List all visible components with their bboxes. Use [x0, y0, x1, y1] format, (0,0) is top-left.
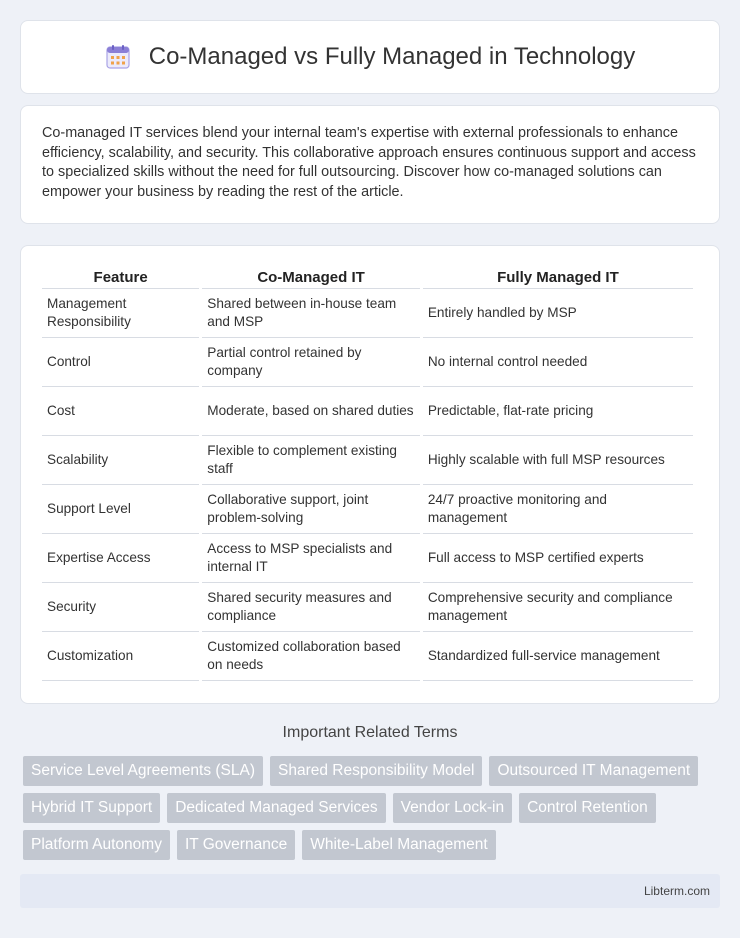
table-row — [42, 583, 693, 632]
related-term-tag[interactable]: Vendor Lock-in — [393, 793, 512, 823]
table-cell-co-managed: Customized collaboration based on needs — [202, 632, 420, 681]
table-cell-co-managed: Shared between in-house team and MSP — [202, 289, 420, 338]
table-cell-co-managed: Access to MSP specialists and internal IT — [202, 534, 420, 583]
table-row — [42, 338, 693, 387]
table-header-row — [42, 266, 693, 289]
table-cell-fully-managed: No internal control needed — [423, 338, 693, 387]
related-terms-list — [23, 756, 723, 860]
table-cell-fully-managed: Standardized full-service management — [423, 632, 693, 681]
table-cell-fully-managed: 24/7 proactive monitoring and management — [423, 485, 693, 534]
table-row — [42, 632, 693, 681]
related-term-tag[interactable]: Control Retention — [519, 793, 656, 823]
column-header-feature: Feature — [42, 266, 199, 289]
title-card — [20, 20, 720, 94]
comparison-table — [39, 266, 696, 681]
intro-paragraph: Co-managed IT services blend your internal team's expertise with external professionals to enhance efficiency, scalability, and security. This collaborative approach ensures continuous support and access to specialized skills without the need for full outsourcing. Discover how co-managed solutions can empower your business by reading the rest of the article. — [42, 125, 696, 200]
related-term-tag[interactable]: Dedicated Managed Services — [167, 793, 385, 823]
table-cell-co-managed: Partial control retained by company — [202, 338, 420, 387]
table-cell-co-managed: Moderate, based on shared duties — [202, 387, 420, 436]
table-cell-co-managed: Collaborative support, joint problem-solving — [202, 485, 420, 534]
table-cell-feature: Control — [42, 338, 199, 387]
related-term-tag[interactable]: Hybrid IT Support — [23, 793, 160, 823]
table-row — [42, 534, 693, 583]
table-row — [42, 289, 693, 338]
table-cell-feature: Customization — [42, 632, 199, 681]
table-cell-fully-managed: Predictable, flat-rate pricing — [423, 387, 693, 436]
comparison-table-card — [20, 245, 720, 704]
table-row — [42, 387, 693, 436]
related-term-tag[interactable]: Shared Responsibility Model — [270, 756, 482, 786]
related-term-tag[interactable]: White-Label Management — [302, 830, 496, 860]
footer-site-name[interactable]: Libterm.com — [643, 884, 710, 898]
table-cell-feature: Scalability — [42, 436, 199, 485]
table-cell-fully-managed: Entirely handled by MSP — [423, 289, 693, 338]
table-cell-fully-managed: Comprehensive security and compliance management — [423, 583, 693, 632]
related-term-tag[interactable]: IT Governance — [177, 830, 295, 860]
table-cell-fully-managed: Highly scalable with full MSP resources — [423, 436, 693, 485]
related-terms-heading: Important Related Terms — [282, 724, 458, 741]
related-term-tag[interactable]: Platform Autonomy — [23, 830, 170, 860]
column-header-co-managed: Co-Managed IT — [202, 266, 420, 289]
calendar-icon — [105, 44, 131, 70]
intro-card — [20, 105, 720, 224]
table-cell-feature: Cost — [42, 387, 199, 436]
table-cell-feature: Management Responsibility — [42, 289, 199, 338]
page-title: Co-Managed vs Fully Managed in Technology — [148, 43, 636, 70]
table-cell-co-managed: Flexible to complement existing staff — [202, 436, 420, 485]
table-row — [42, 485, 693, 534]
related-term-tag[interactable]: Service Level Agreements (SLA) — [23, 756, 263, 786]
table-cell-co-managed: Shared security measures and compliance — [202, 583, 420, 632]
footer-bar — [20, 874, 720, 908]
related-term-tag[interactable]: Outsourced IT Management — [489, 756, 698, 786]
column-header-fully-managed: Fully Managed IT — [423, 266, 693, 289]
table-cell-fully-managed: Full access to MSP certified experts — [423, 534, 693, 583]
table-cell-feature: Support Level — [42, 485, 199, 534]
table-cell-feature: Expertise Access — [42, 534, 199, 583]
table-row — [42, 436, 693, 485]
table-cell-feature: Security — [42, 583, 199, 632]
